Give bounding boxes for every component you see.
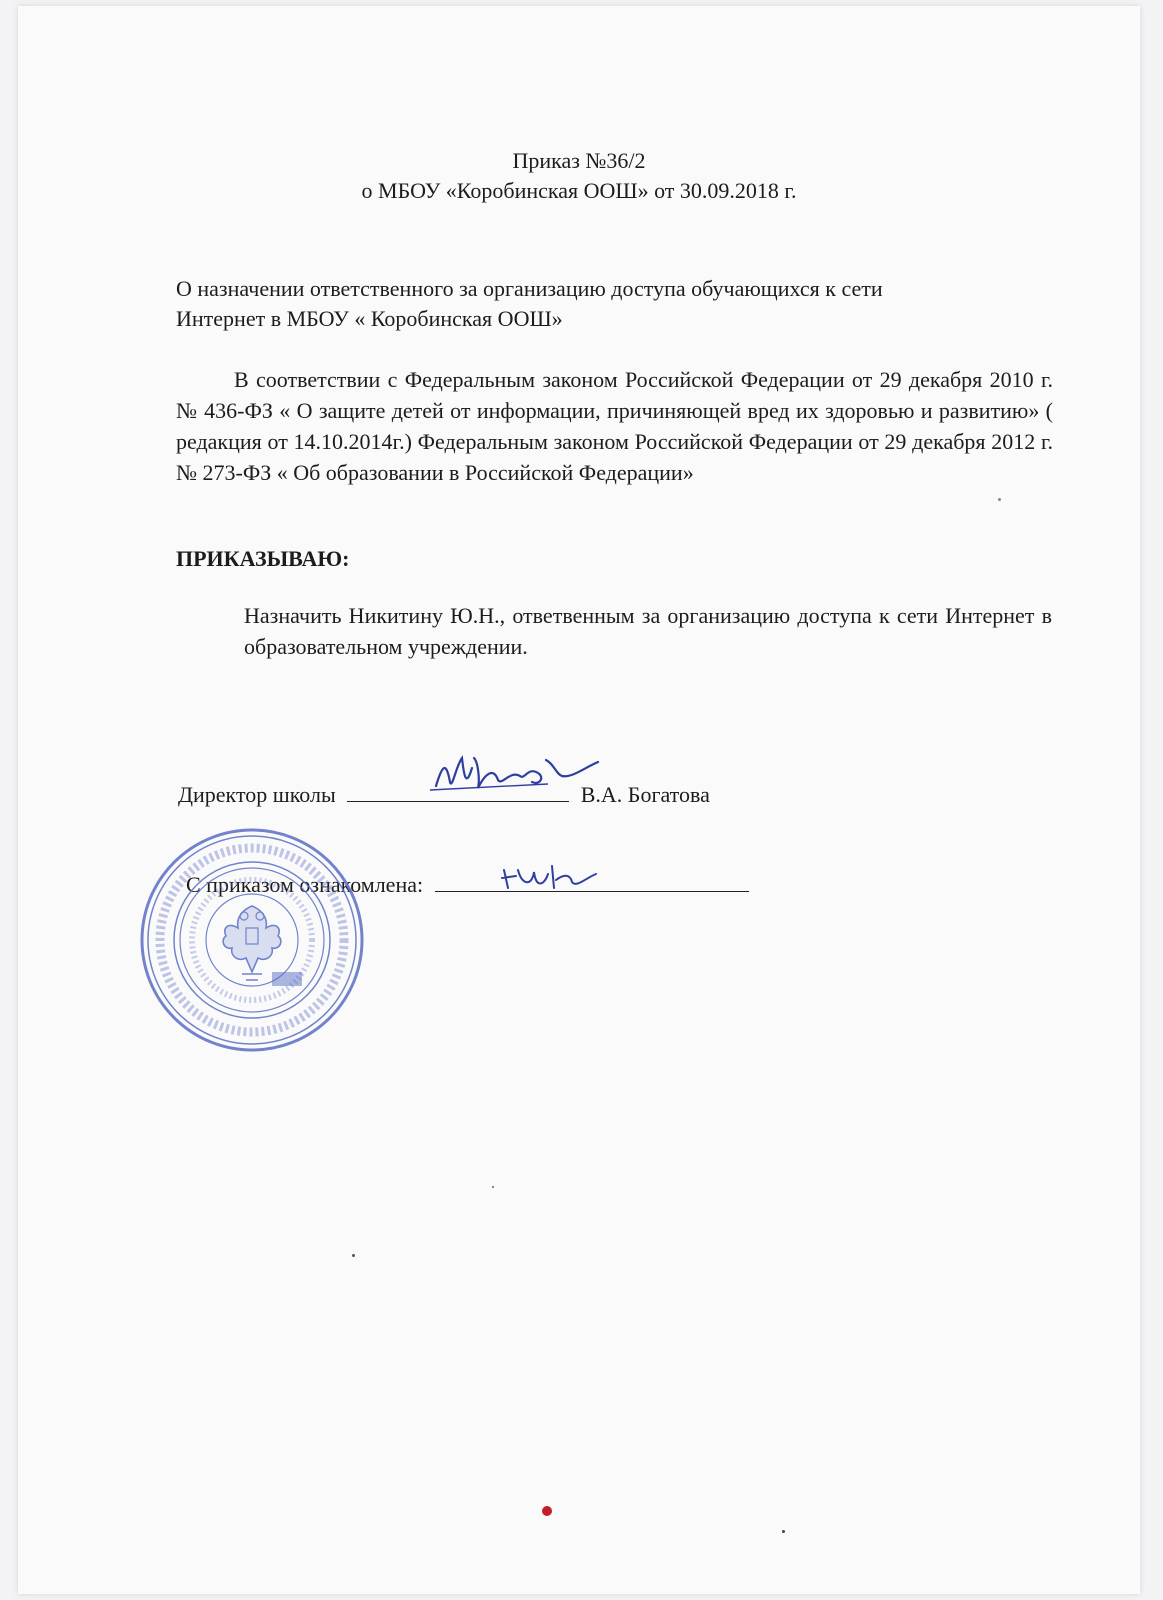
speck-mark (352, 1254, 355, 1257)
speck-mark (782, 1530, 785, 1533)
order-org-date: о МБОУ «Коробинская ООШ» от 30.09.2018 г. (361, 178, 797, 203)
document-page (18, 6, 1140, 1594)
red-ink-mark (542, 1506, 552, 1516)
order-item: Назначить Никитину Ю.Н., ответвенным за организацию доступа к сети Интернет в образовательном учреждении. (244, 603, 1052, 659)
acknowledgement-label: С приказом ознакомлена: (186, 872, 424, 897)
document-title (18, 146, 1140, 206)
order-subject (176, 274, 1056, 334)
subject-line-1: О назначении ответственного за организацию доступа обучающихся к сети (176, 276, 883, 301)
official-round-seal-icon (136, 824, 368, 1056)
speck-mark (998, 498, 1001, 501)
director-name: В.А. Богатова (580, 782, 710, 807)
legal-basis-paragraph: В соответствии с Федеральным законом Российской Федерации от 29 декабря 2010 г. № 436-ФЗ « О защите детей от информации, причиняющей вред их здоровью и развитию» ( редакция от 14.10.2014г.) Федеральным законом Российской Федерации от 29 декабря 2012 г. № 273-ФЗ « Об образовании в Российской Федерации» (176, 367, 1053, 485)
director-label: Директор школы (178, 782, 336, 807)
speck-mark (492, 1186, 494, 1188)
subject-line-2: Интернет в МБОУ « Коробинская ООШ» (176, 306, 563, 331)
director-handwritten-signature (428, 746, 608, 804)
order-number: Приказ №36/2 (512, 148, 646, 173)
order-heading: ПРИКАЗЫВАЮ: (176, 546, 350, 571)
acknowledgement-handwritten-signature (498, 860, 608, 896)
